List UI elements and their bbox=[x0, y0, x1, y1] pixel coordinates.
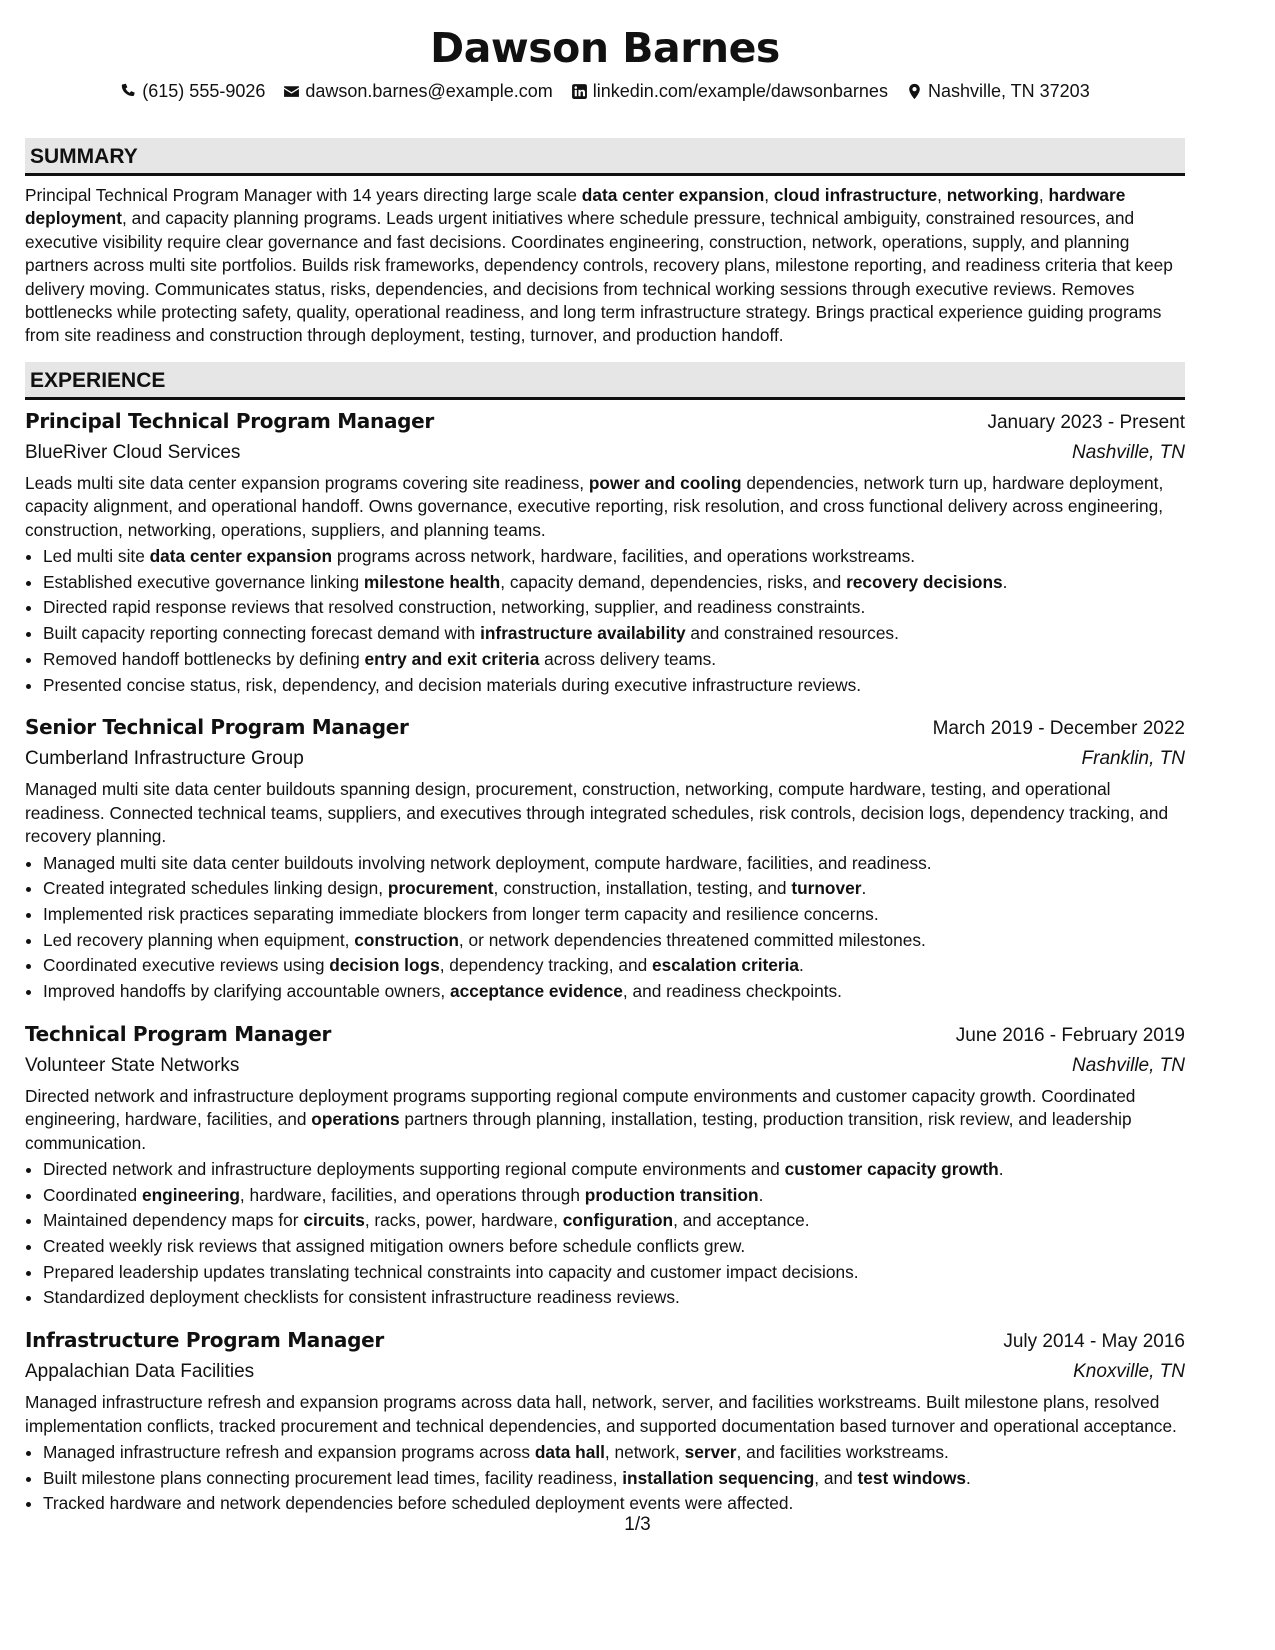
text-run: . bbox=[998, 1158, 1004, 1179]
bold-text: engineering bbox=[141, 1184, 240, 1205]
bullet-item bbox=[43, 621, 1185, 647]
job-entry bbox=[25, 1325, 1185, 1517]
text-run: , dependency tracking, and bbox=[439, 955, 653, 976]
experience-heading: EXPERIENCE bbox=[25, 362, 1185, 400]
summary-heading: SUMMARY bbox=[25, 138, 1185, 176]
job-company: Appalachian Data Facilities bbox=[25, 1361, 255, 1383]
text-run: , and bbox=[814, 1467, 858, 1488]
candidate-name: Dawson Barnes bbox=[430, 24, 780, 72]
bullet-item bbox=[43, 1157, 1185, 1183]
map-pin-icon bbox=[906, 83, 923, 100]
contact-linkedin[interactable] bbox=[571, 81, 888, 102]
text-run: Prepared leadership updates translating technical constraints into capacity and customer impact decisions. bbox=[43, 1261, 859, 1282]
bold-text: escalation criteria bbox=[652, 955, 799, 976]
bullet-item bbox=[43, 928, 1185, 954]
job-entry bbox=[25, 712, 1185, 1004]
bold-text: configuration bbox=[562, 1210, 674, 1231]
text-run: Created weekly risk reviews that assigned mitigation owners before schedule conflicts grew. bbox=[43, 1236, 746, 1257]
text-run: Removed handoff bottlenecks by defining bbox=[43, 648, 365, 669]
text-run: Managed multi site data center buildouts spanning design, procurement, construction, networking, compute hardware, testing, and operational readiness. Connected technical teams, suppliers, and executives through integrated schedules, risk controls, decision logs, dependency tracking, and recovery planning. bbox=[25, 779, 1169, 847]
bold-text: procurement bbox=[387, 878, 494, 899]
job-bullets bbox=[25, 851, 1185, 1005]
experience-section bbox=[25, 362, 1185, 1517]
contact-email-text: dawson.barnes@example.com bbox=[305, 80, 553, 101]
text-run: Principal Technical Program Manager with 14 years directing large scale bbox=[25, 185, 582, 205]
contact-phone-text: (615) 555-9026 bbox=[142, 80, 266, 101]
bold-text: entry and exit criteria bbox=[364, 648, 540, 669]
text-run: and constrained resources. bbox=[685, 623, 899, 644]
bold-text: production transition bbox=[584, 1184, 759, 1205]
text-run: Directed network and infrastructure deployments supporting regional compute environments and bbox=[43, 1158, 785, 1179]
text-run: Built capacity reporting connecting forecast demand with bbox=[43, 623, 481, 644]
bullet-item bbox=[43, 1440, 1185, 1466]
text-run: , network, bbox=[604, 1441, 685, 1462]
bullet-item bbox=[43, 876, 1185, 902]
bold-text: milestone health bbox=[363, 571, 501, 592]
text-run: . bbox=[799, 955, 804, 976]
text-run: . bbox=[758, 1184, 764, 1205]
contact-location-text: Nashville, TN 37203 bbox=[927, 80, 1090, 101]
text-run: Directed rapid response reviews that resolved construction, networking, supplier, and readiness constraints. bbox=[43, 597, 866, 618]
bold-text: networking bbox=[946, 185, 1039, 205]
contact-phone bbox=[120, 81, 265, 102]
job-location: Knoxville, TN bbox=[1073, 1361, 1185, 1383]
job-location: Nashville, TN bbox=[1072, 1054, 1185, 1076]
bold-text: acceptance evidence bbox=[449, 981, 623, 1002]
bold-text: customer capacity growth bbox=[784, 1158, 999, 1179]
bullet-item bbox=[43, 570, 1185, 596]
text-run: Led multi site bbox=[43, 546, 150, 567]
job-bullets bbox=[25, 544, 1185, 698]
bullet-item bbox=[43, 1234, 1185, 1260]
job-dates: January 2023 - Present bbox=[987, 411, 1185, 433]
bullet-item bbox=[43, 1208, 1185, 1234]
job-company: Cumberland Infrastructure Group bbox=[25, 748, 304, 770]
text-run: Maintained dependency maps for bbox=[43, 1210, 304, 1231]
bullet-item bbox=[43, 673, 1185, 699]
text-run: Established executive governance linking bbox=[43, 571, 364, 592]
job-description bbox=[25, 1085, 1185, 1155]
bullet-item bbox=[43, 647, 1185, 673]
text-run: Tracked hardware and network dependencies before scheduled deployment events were affected. bbox=[43, 1493, 794, 1514]
bold-text: hardware deployment bbox=[25, 185, 1126, 229]
job-dates: June 2016 - February 2019 bbox=[955, 1024, 1185, 1046]
bullet-item bbox=[43, 902, 1185, 928]
contact-email[interactable] bbox=[283, 81, 552, 102]
bold-text: data center expansion bbox=[149, 546, 333, 567]
bold-text: construction bbox=[354, 929, 459, 950]
bold-text: data hall bbox=[534, 1441, 605, 1462]
bold-text: operations bbox=[311, 1109, 400, 1130]
bold-text: circuits bbox=[303, 1210, 365, 1231]
summary-text bbox=[25, 184, 1185, 348]
text-run: . bbox=[861, 878, 867, 899]
text-run: partners through planning, installation, testing, production transition, risk review, and leadership communication. bbox=[25, 1109, 1132, 1153]
text-run: dependencies, network turn up, hardware deployment, capacity alignment, and operational handoff. Owns governance, executive reporting, risk resolution, and cross functional delivery across engineering, construction, networking, operations, suppliers, and planning teams. bbox=[25, 472, 1164, 540]
text-run: Implemented risk practices separating immediate blockers from longer term capacity and resilience concerns. bbox=[43, 903, 879, 924]
text-run: , capacity demand, dependencies, risks, and bbox=[500, 571, 847, 592]
job-dates: March 2019 - December 2022 bbox=[932, 718, 1185, 740]
job-company: BlueRiver Cloud Services bbox=[25, 441, 241, 463]
text-run: Led recovery planning when equipment, bbox=[43, 929, 355, 950]
bold-text: power and cooling bbox=[588, 472, 742, 493]
text-run: Improved handoffs by clarifying accountable owners, bbox=[43, 981, 450, 1002]
job-description bbox=[25, 472, 1185, 542]
summary-section bbox=[25, 138, 1185, 348]
bullet-item bbox=[43, 544, 1185, 570]
bold-text: turnover bbox=[791, 878, 862, 899]
text-run: . bbox=[1002, 571, 1008, 592]
bold-text: decision logs bbox=[329, 955, 440, 976]
text-run: , racks, power, hardware, bbox=[364, 1210, 563, 1231]
job-title: Infrastructure Program Manager bbox=[25, 1328, 384, 1353]
job-description bbox=[25, 778, 1185, 848]
text-run: , and acceptance. bbox=[673, 1210, 810, 1231]
text-run: , hardware, facilities, and operations through bbox=[239, 1184, 585, 1205]
text-run: , bbox=[764, 185, 774, 205]
contact-location bbox=[906, 81, 1090, 102]
job-bullets bbox=[25, 1440, 1185, 1517]
job-title: Senior Technical Program Manager bbox=[25, 715, 409, 740]
text-run: , or network dependencies threatened committed milestones. bbox=[458, 929, 926, 950]
bullet-item bbox=[43, 851, 1185, 877]
text-run: , bbox=[937, 185, 947, 205]
bold-text: infrastructure availability bbox=[480, 623, 686, 644]
bullet-item bbox=[43, 979, 1185, 1005]
bold-text: test windows bbox=[857, 1467, 967, 1488]
text-run: , and facilities workstreams. bbox=[736, 1441, 949, 1462]
bullet-item bbox=[43, 1260, 1185, 1286]
job-location: Franklin, TN bbox=[1081, 748, 1185, 770]
text-run: Coordinated bbox=[43, 1184, 142, 1205]
bullet-item bbox=[43, 953, 1185, 979]
contact-info bbox=[25, 78, 1185, 104]
contact-linkedin-text: linkedin.com/example/dawsonbarnes bbox=[592, 80, 888, 101]
text-run: Standardized deployment checklists for consistent infrastructure readiness reviews. bbox=[43, 1287, 680, 1308]
bullet-item bbox=[43, 1183, 1185, 1209]
job-description bbox=[25, 1391, 1185, 1438]
text-run: Managed infrastructure refresh and expansion programs across data hall, network, server, and facilities workstreams. Built milestone plans, resolved implementation conflicts, tracked procurement and technical dependencies, and supported documentation based turnover and operational acceptance. bbox=[25, 1392, 1177, 1436]
page-number: 1/3 bbox=[624, 1514, 651, 1535]
text-run: Built milestone plans connecting procurement lead times, facility readiness, bbox=[43, 1467, 623, 1488]
bold-text: server bbox=[684, 1441, 737, 1462]
text-run: Directed network and infrastructure deployment programs supporting regional compute environments and customer capacity growth. Coordinated engineering, hardware, facilities, and bbox=[25, 1085, 1136, 1130]
job-company: Volunteer State Networks bbox=[25, 1054, 240, 1076]
bold-text: cloud infrastructure bbox=[773, 185, 938, 205]
text-run: Presented concise status, risk, dependency, and decision materials during executive infrastructure reviews. bbox=[43, 674, 862, 695]
text-run: programs across network, hardware, facilities, and operations workstreams. bbox=[332, 546, 916, 567]
text-run: , and readiness checkpoints. bbox=[622, 981, 842, 1002]
job-bullets bbox=[25, 1157, 1185, 1311]
text-run: , bbox=[1038, 185, 1049, 205]
bullet-item bbox=[43, 1285, 1185, 1311]
text-run: Leads multi site data center expansion programs covering site readiness, bbox=[25, 472, 589, 493]
job-entry bbox=[25, 1019, 1185, 1311]
job-title: Principal Technical Program Manager bbox=[25, 408, 434, 433]
text-run: , and capacity planning programs. Leads urgent initiatives where schedule pressure, technical ambiguity, constrained resources, and executive visibility require clear governance and fast decisions. Coordinates engineering, construction, network, operations, supply, and planning partners across multi site portfolios. Builds risk frameworks, dependency controls, recovery plans, milestone reporting, and readiness criteria that keep delivery moving. Communicates status, risks, dependencies, and decisions from technical working sessions through executive reviews. Removes bottlenecks while protecting safety, quality, operational readiness, and long term infrastructure strategy. Brings practical experience guiding programs from site readiness and construction through deployment, testing, turnover, and production handoff. bbox=[25, 208, 1173, 346]
text-run: . bbox=[966, 1467, 971, 1488]
job-entry bbox=[25, 406, 1185, 698]
job-dates: July 2014 - May 2016 bbox=[1003, 1331, 1185, 1353]
text-run: across delivery teams. bbox=[539, 648, 717, 669]
job-title: Technical Program Manager bbox=[25, 1021, 332, 1046]
linkedin-icon bbox=[571, 83, 588, 100]
text-run: Coordinated executive reviews using bbox=[43, 955, 330, 976]
bold-text: installation sequencing bbox=[622, 1467, 815, 1488]
text-run: , construction, installation, testing, and bbox=[493, 878, 792, 899]
bullet-item bbox=[43, 1466, 1185, 1492]
text-run: Managed infrastructure refresh and expansion programs across bbox=[43, 1441, 535, 1462]
phone-icon bbox=[120, 83, 137, 100]
job-location: Nashville, TN bbox=[1072, 441, 1185, 463]
bold-text: data center expansion bbox=[581, 185, 765, 205]
text-run: Managed multi site data center buildouts involving network deployment, compute hardware, facilities, and readiness. bbox=[43, 852, 932, 873]
bold-text: recovery decisions bbox=[846, 571, 1003, 592]
text-run: Created integrated schedules linking design, bbox=[43, 878, 388, 899]
bullet-item bbox=[43, 595, 1185, 621]
envelope-icon bbox=[283, 83, 300, 100]
